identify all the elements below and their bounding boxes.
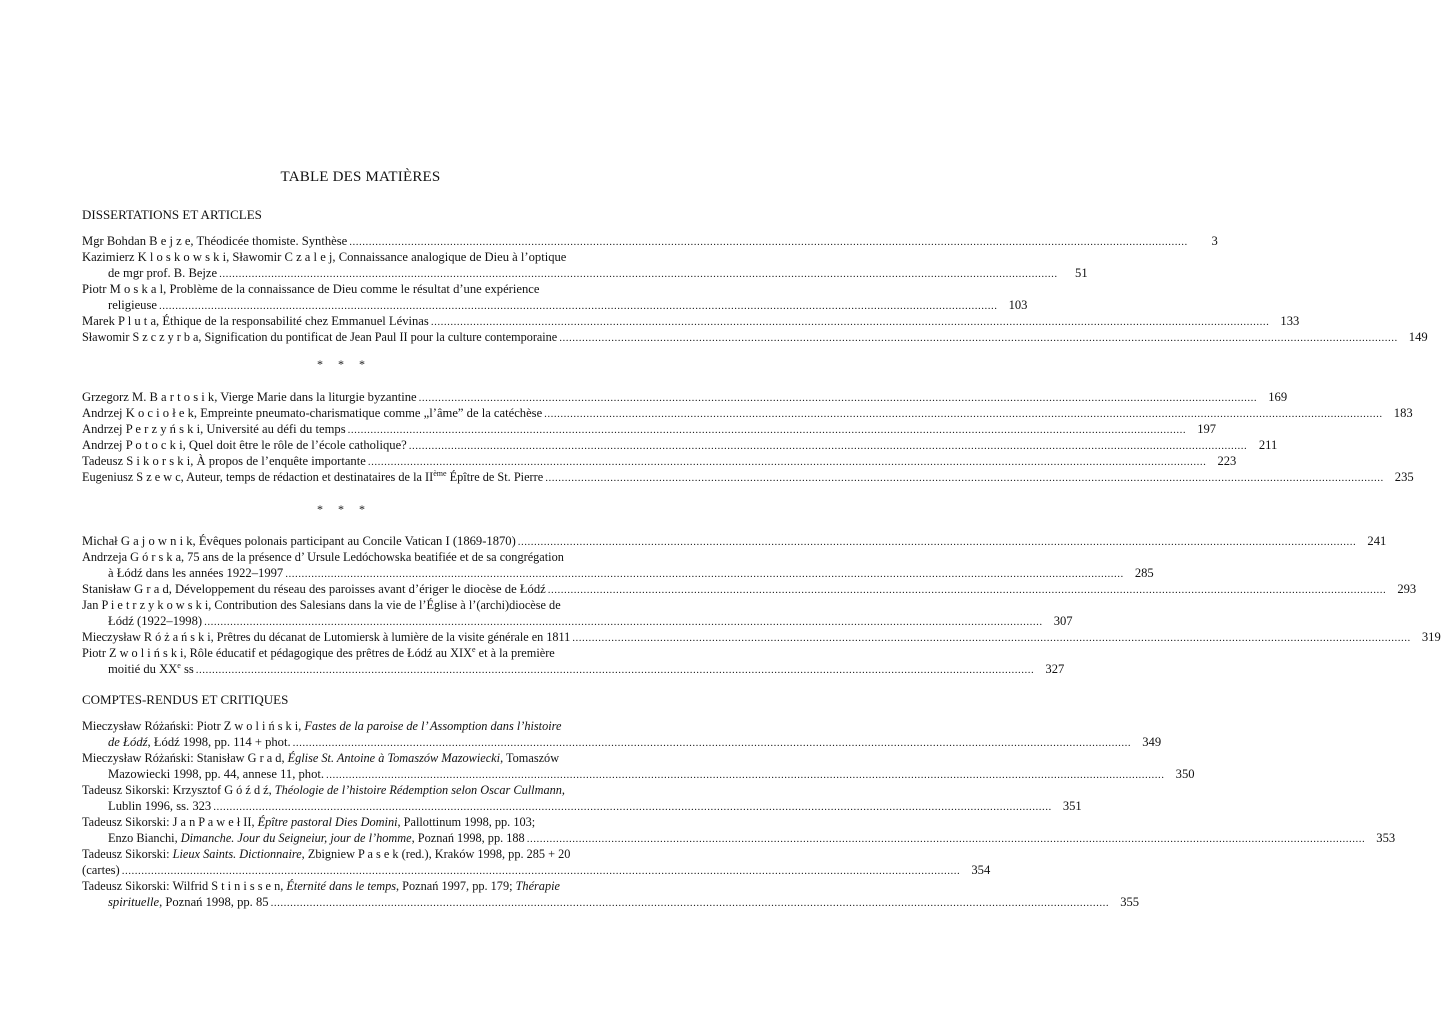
- entry-title-continued: spirituelle, Poznań 1998, pp. 85: [108, 895, 269, 909]
- toc-entry: [82, 389, 1288, 405]
- page-title: TABLE DES MATIÈRES: [280, 169, 441, 185]
- entry-title: Stanisław G r a d, Développement du réseau des paroisses avant d’ériger le diocèse de Łódź: [82, 582, 546, 596]
- page-number: 355: [1120, 895, 1140, 909]
- page-number: 350: [1175, 767, 1195, 781]
- separator-stars: * * *: [317, 357, 371, 371]
- dot-leader: [219, 266, 1058, 282]
- entry-title-continued: Łódź (1922–1998): [108, 614, 203, 628]
- entry-title: Tadeusz Sikorski: J a n P a w e ł II, Épître pastoral Dies Domini, Pallottinum 1998, pp. 103;: [82, 815, 536, 829]
- dot-leader: [326, 767, 1165, 783]
- dot-leader: [285, 566, 1124, 582]
- page-number: 197: [1197, 422, 1217, 436]
- toc-entry: [82, 329, 1428, 345]
- entry-title: Andrzej K o c i o ł e k, Empreinte pneumato-charismatique comme „l’âme” de la catéchèse: [82, 406, 543, 420]
- section-heading-comptes-rendus: COMPTES-RENDUS ET CRITIQUES: [82, 692, 289, 707]
- page-number: 285: [1134, 566, 1154, 580]
- entry-title: Eugeniusz S z e w c, Auteur, temps de rédaction et destinataires de la IIème Épître de St. Pierre: [82, 468, 544, 484]
- dot-leader: [122, 863, 961, 879]
- toc-entry: [82, 405, 1413, 421]
- dot-leader: [348, 422, 1187, 438]
- toc-entry: [82, 718, 1162, 750]
- dot-leader: [349, 234, 1188, 250]
- entry-title: Piotr M o s k a l, Problème de la connaissance de Dieu comme le résultat d’une expérience: [82, 282, 540, 296]
- entry-title: Marek P l u t a, Éthique de la responsabilité chez Emmanuel Lévinas: [82, 314, 429, 328]
- toc-entry: [82, 249, 1088, 281]
- page-number: 354: [971, 863, 991, 877]
- toc-entry: [82, 846, 991, 878]
- toc-entry: [82, 313, 1300, 329]
- dot-leader: [559, 330, 1398, 346]
- entry-title: Andrzeja G ó r s k a, 75 ans de la présence d’ Ursule Ledóchowska beatifiée et de sa congrégation: [82, 550, 564, 564]
- toc-entry: [82, 644, 1065, 677]
- entry-title: Tadeusz S i k o r s k i, À propos de l’enquête importante: [82, 454, 366, 468]
- dot-leader: [293, 735, 1132, 751]
- toc-entry: [82, 533, 1387, 549]
- page-number: 169: [1268, 390, 1288, 404]
- entry-title: Andrzej P o t o c k i, Quel doit être le rôle de l’école catholique?: [82, 438, 407, 452]
- entry-title: Michał G a j o w n i k, Évêques polonais participant au Concile Vatican I (1869-1870): [82, 534, 516, 548]
- dot-leader: [545, 470, 1384, 486]
- entry-title-continued: (cartes): [82, 863, 120, 877]
- toc-entry: [82, 750, 1195, 782]
- entry-title-continued: Mazowiecki 1998, pp. 44, annese 11, phot.: [108, 767, 325, 781]
- page-number: 241: [1367, 534, 1387, 548]
- page-number: 351: [1062, 799, 1082, 813]
- toc-entry: [82, 581, 1417, 597]
- entry-title: Jan P i e t r z y k o w s k i, Contribution des Salesians dans la vie de l’Église à l’(archi)diocèse de: [82, 598, 561, 612]
- toc-entry: [82, 421, 1217, 437]
- toc-entry: [82, 233, 1218, 249]
- toc-entry: [82, 437, 1278, 453]
- entry-title-continued: de mgr prof. B. Bejze: [108, 266, 218, 280]
- entry-title: Mieczysław Różański: Piotr Z w o l i ń s k i, Fastes de la paroise de l’ Assomption dans l’histoire: [82, 719, 562, 733]
- dot-leader: [572, 630, 1411, 646]
- page-number: 51: [1075, 266, 1088, 280]
- entry-title: Mgr Bohdan B e j z e, Théodicée thomiste. Synthèse: [82, 234, 348, 248]
- page-number: 3: [1211, 234, 1218, 248]
- dot-leader: [204, 614, 1043, 630]
- dot-leader: [544, 406, 1383, 422]
- entry-title: Mieczysław Różański: Stanisław G r a d, Église St. Antoine à Tomaszów Mazowiecki, Tomaszów: [82, 751, 560, 765]
- entry-title-continued: moitié du XXe ss: [108, 660, 194, 676]
- page-number: 327: [1045, 662, 1065, 676]
- dot-leader: [419, 390, 1258, 406]
- entry-title: Piotr Z w o l i ń s k i, Rôle éducatif et pédagogique des prêtres de Łódź au XIXe et à la première: [82, 644, 555, 660]
- entry-title: Sławomir S z c z y r b a, Signification du pontificat de Jean Paul II pour la culture contemporaine: [82, 330, 558, 344]
- dot-leader: [196, 662, 1035, 678]
- page-number: 319: [1421, 630, 1441, 644]
- toc-entry: [82, 878, 1140, 910]
- entry-title-continued: Enzo Bianchi, Dimanche. Jour du Seigneiur, jour de l’homme, Poznań 1998, pp. 188: [108, 831, 525, 845]
- page-number: 353: [1376, 831, 1396, 845]
- dot-leader: [431, 314, 1270, 330]
- page-number: 293: [1397, 582, 1417, 596]
- toc-entry: [82, 549, 1154, 581]
- page-number: 133: [1280, 314, 1300, 328]
- toc-entry: [82, 782, 1082, 814]
- entry-title-continued: à Łódź dans les années 1922–1997: [108, 566, 284, 580]
- page-number: 183: [1393, 406, 1413, 420]
- dot-leader: [409, 438, 1248, 454]
- page-number: 149: [1408, 330, 1428, 344]
- toc-entry: [82, 629, 1441, 645]
- entry-title: Tadeusz Sikorski: Wilfrid S t i n i s s e n, Éternité dans le temps, Poznań 1997, pp. 179; Thérapie: [82, 879, 560, 893]
- toc-entry: [82, 281, 1028, 313]
- entry-title: Kazimierz K l o s k o w s k i, Sławomir C z a l e j, Connaissance analogique de Dieu à l’optique: [82, 250, 567, 264]
- separator-stars: * * *: [317, 502, 371, 516]
- page-number: 349: [1142, 735, 1162, 749]
- page-number: 103: [1008, 298, 1028, 312]
- entry-title: Grzegorz M. B a r t o s i k, Vierge Marie dans la liturgie byzantine: [82, 390, 417, 404]
- dot-leader: [527, 831, 1366, 847]
- dot-leader: [213, 799, 1052, 815]
- entry-title: Andrzej P e r z y ń s k i, Université au défi du temps: [82, 422, 346, 436]
- section-heading-dissertations: DISSERTATIONS ET ARTICLES: [82, 207, 262, 222]
- entry-title-continued: religieuse: [108, 298, 157, 312]
- dot-leader: [159, 298, 998, 314]
- dot-leader: [518, 534, 1357, 550]
- toc-entry: [82, 597, 1073, 629]
- entry-title-continued: Lublin 1996, ss. 323: [108, 799, 212, 813]
- entry-title: Tadeusz Sikorski: Lieux Saints. Dictionnaire, Zbigniew P a s e k (red.), Kraków 1998, pp. 285 + 20: [82, 847, 571, 861]
- page-number: 235: [1394, 470, 1414, 484]
- toc-entry: [82, 468, 1414, 485]
- page-number: 307: [1053, 614, 1073, 628]
- page-number: 223: [1217, 454, 1237, 468]
- entry-title: Mieczysław R ó ż a ń s k i, Prêtres du décanat de Lutomiersk à lumière de la visite générale en 1811: [82, 630, 571, 644]
- dot-leader: [548, 582, 1387, 598]
- dot-leader: [271, 895, 1110, 911]
- entry-title-continued: de Łódź, Łódź 1998, pp. 114 + phot.: [108, 735, 291, 749]
- toc-entry: [82, 814, 1396, 846]
- page-number: 211: [1258, 438, 1278, 452]
- entry-title: Tadeusz Sikorski: Krzysztof G ó ź d ź, Théologie de l’histoire Rédemption selon Oscar Cullmann,: [82, 783, 565, 797]
- dot-leader: [368, 454, 1207, 470]
- toc-entry: [82, 453, 1237, 469]
